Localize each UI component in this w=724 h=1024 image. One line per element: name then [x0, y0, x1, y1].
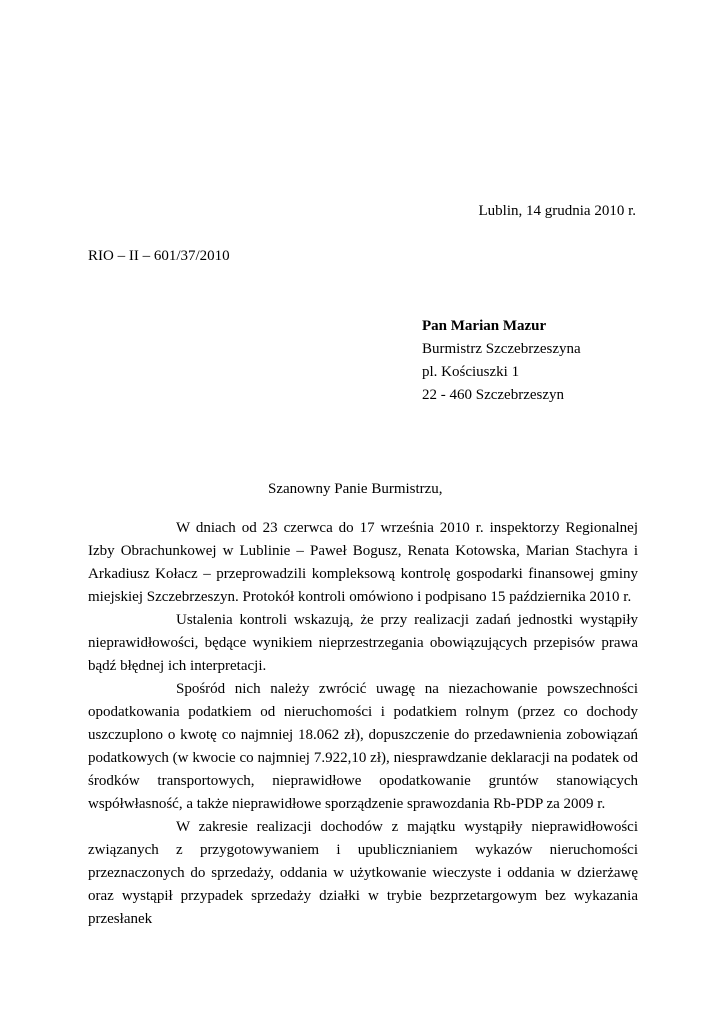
date-line: Lublin, 14 grudnia 2010 r.	[478, 203, 636, 219]
paragraph: W zakresie realizacji dochodów z majątku wystąpiły nieprawidłowości związanych z przygotowywaniem i upublicznianiem wykazów nieruchomości przeznaczonych do sprzedaży, oddania w użytkowanie wieczyste i oddania w dzierżawę oraz wystąpił przypadek sprzedaży działki w trybie bezprzetargowym bez wykazania przesłanek	[88, 819, 638, 927]
salutation: Szanowny Panie Burmistrzu,	[268, 481, 443, 497]
paragraph: Spośród nich należy zwrócić uwagę na niezachowanie powszechności opodatkowania podatkiem od nieruchomości i podatkiem rolnym (przez co dochody uszczuplono o kwotę co najmniej 18.062 zł), dopuszczenie do przedawnienia zobowiązań podatkowych (w kwocie co najmniej 7.922,10 zł), niesprawdzanie deklaracji na podatek od środków transportowych, nieprawidłowe opodatkowanie gruntów stanowiących współwłasność, a także nieprawidłowe sporządzenie sprawozdania Rb-PDP za 2009 r.	[88, 681, 638, 812]
recipient-name: Pan Marian Mazur	[422, 318, 547, 334]
reference-number: RIO – II – 601/37/2010	[88, 248, 230, 264]
recipient-city: 22 - 460 Szczebrzeszyn	[422, 387, 565, 403]
recipient-street: pl. Kościuszki 1	[422, 364, 520, 380]
paragraph: Ustalenia kontroli wskazują, że przy realizacji zadań jednostki wystąpiły nieprawidłowości, będące wynikiem nieprzestrzegania obowiązujących przepisów prawa bądź błędnej ich interpretacji.	[88, 612, 638, 674]
recipient-address	[422, 315, 581, 407]
paragraph: W dniach od 23 czerwca do 17 września 2010 r. inspektorzy Regionalnej Izby Obrachunkowej w Lublinie – Paweł Bogusz, Renata Kotowska, Marian Stachyra i Arkadiusz Kołacz – przeprowadzili kompleksową kontrolę gospodarki finansowej gminy miejskiej Szczebrzeszyn. Protokół kontroli omówiono i podpisano 15 października 2010 r.	[88, 520, 638, 605]
recipient-title: Burmistrz Szczebrzeszyna	[422, 341, 581, 357]
letter-body	[88, 517, 638, 931]
